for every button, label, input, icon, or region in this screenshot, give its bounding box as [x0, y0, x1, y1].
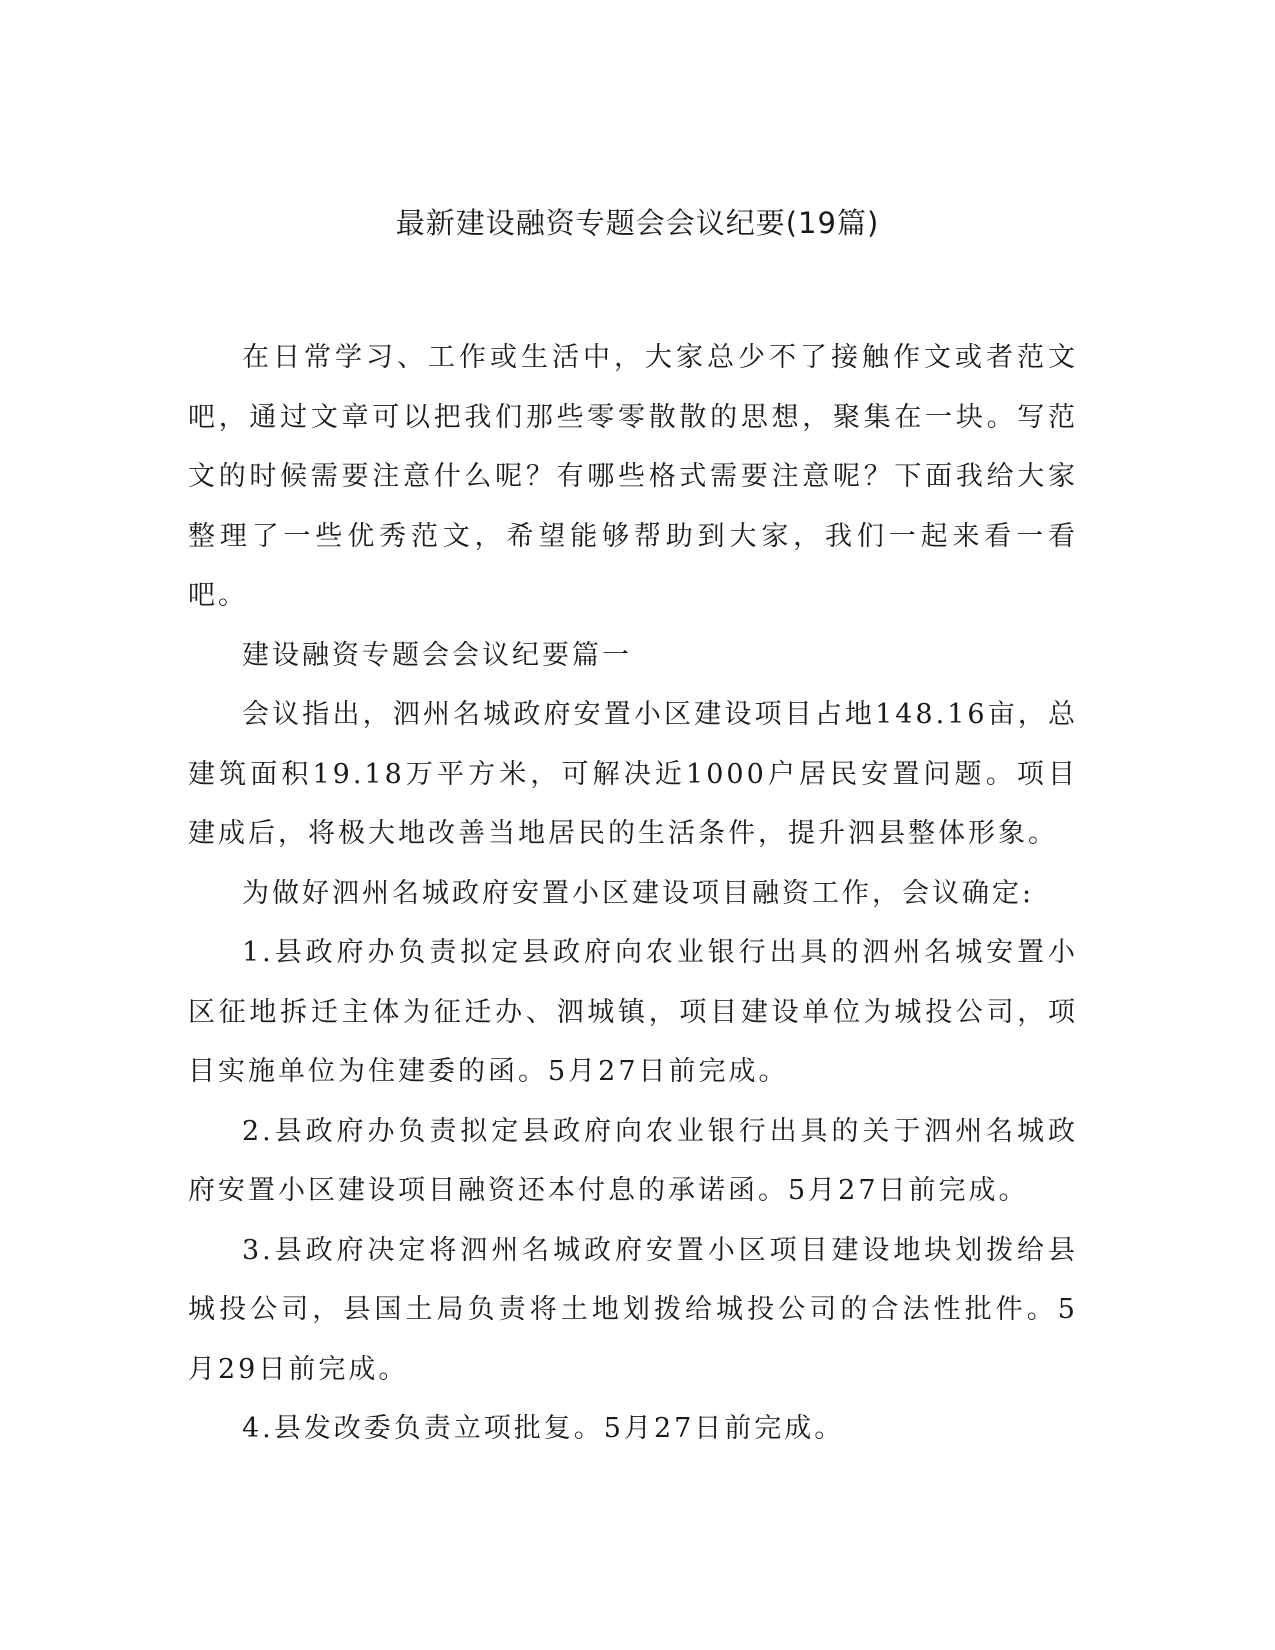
intro-paragraph: 在日常学习、工作或生活中，大家总少不了接触作文或者范文吧，通过文章可以把我们那些零零散散的思想，聚集在一块。写范文的时候需要注意什么呢？有哪些格式需要注意呢？下面我给大家整理了一些优秀范文，希望能够帮助到大家，我们一起来看一看吧。	[188, 342, 1078, 611]
list-item: 4.县发改委负责立项批复。5月27日前完成。	[242, 1413, 845, 1444]
list-item: 3.县政府决定将泗州名城政府安置小区项目建设地块划拨给县城投公司，县国土局负责将土地划拨给城投公司的合法性批件。5月29日前完成。	[188, 1234, 1078, 1385]
document-body	[188, 328, 1078, 1459]
list-item: 1.县政府办负责拟定县政府向农业银行出具的泗州名城安置小区征地拆迁主体为征迁办、泗城镇，项目建设单位为城投公司，项目实施单位为住建委的函。5月27日前完成。	[188, 937, 1078, 1087]
section-heading: 建设融资专题会会议纪要篇一	[242, 639, 632, 671]
list-item: 2.县政府办负责拟定县政府向农业银行出具的关于泗州名城政府安置小区建设项目融资还本付息的承诺函。5月27日前完成。	[188, 1115, 1078, 1206]
body-paragraph: 会议指出，泗州名城政府安置小区建设项目占地148.16亩，总建筑面积19.18万平方米，可解决近1000户居民安置问题。项目建成后，将极大地改善当地居民的生活条件，提升泗县整体形象。	[188, 699, 1078, 849]
document-title: 最新建设融资专题会会议纪要(19篇)	[395, 206, 880, 240]
body-paragraph: 为做好泗州名城政府安置小区建设项目融资工作，会议确定:	[242, 877, 1035, 909]
